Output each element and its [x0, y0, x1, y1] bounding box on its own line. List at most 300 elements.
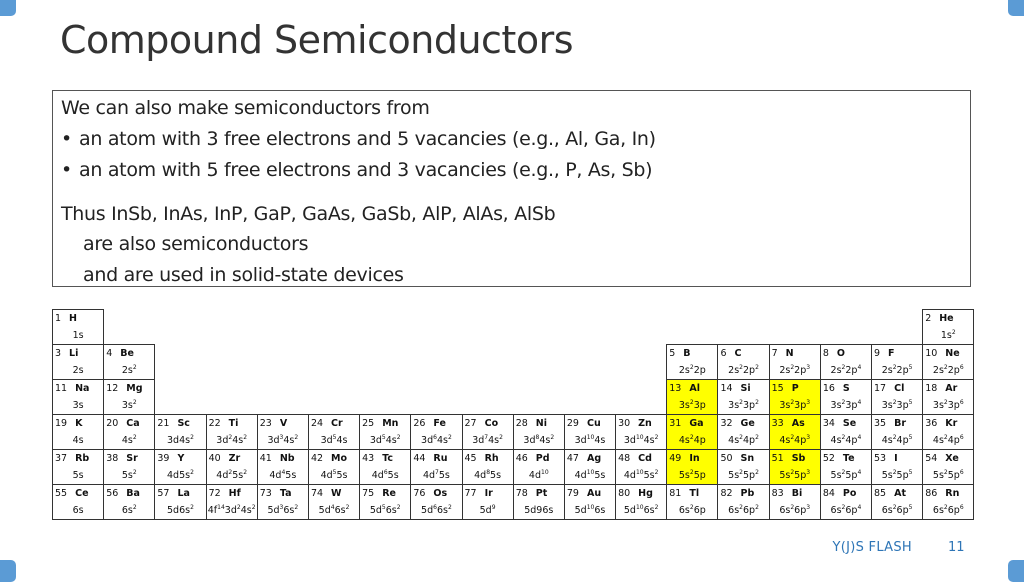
- element-ti-header: [206, 415, 257, 433]
- footer-text: Y(J)S FLASH: [832, 540, 912, 555]
- element-symbol: Be: [120, 348, 134, 359]
- element-ca-config: $4s^2$: [104, 432, 155, 450]
- content-textbox: [52, 90, 971, 287]
- element-symbol: Bi: [791, 488, 803, 499]
- element-cu-config: $3d^{10}4s$: [564, 432, 615, 450]
- element-ca-header: [104, 415, 155, 433]
- atomic-number: 25: [362, 418, 375, 429]
- element-symbol: Tc: [382, 453, 394, 464]
- table-gap: [104, 310, 923, 328]
- element-ir-header: [462, 485, 513, 503]
- element-re-header: [360, 485, 411, 503]
- element-sn-header: [718, 450, 769, 468]
- element-zn-config: $3d^{10}4s^2$: [616, 432, 667, 450]
- atomic-number: 31: [669, 418, 682, 429]
- element-symbol: Fe: [433, 418, 446, 429]
- element-te-header: [820, 450, 871, 468]
- element-p-header: [769, 380, 820, 398]
- element-la-header: [155, 485, 206, 503]
- element-pd-config: $4d^{10}$: [513, 467, 564, 485]
- element-symbol: Sr: [126, 453, 138, 464]
- element-symbol: Br: [894, 418, 907, 429]
- element-co-config: $3d^74s^2$: [462, 432, 513, 450]
- element-b-config: $2s^22p$: [667, 362, 718, 380]
- element-symbol: Na: [75, 383, 90, 394]
- element-tl-header: [667, 485, 718, 503]
- element-nb-config: $4d^45s$: [257, 467, 308, 485]
- element-os-config: $5d^66s^2$: [411, 502, 462, 520]
- element-symbol: Ni: [535, 418, 547, 429]
- atomic-number: 74: [310, 488, 324, 499]
- atomic-number: 30: [618, 418, 631, 429]
- atomic-number: 42: [310, 453, 324, 464]
- element-sc-header: [155, 415, 206, 433]
- atomic-number: 20: [106, 418, 119, 429]
- corner-decoration-bottom-right: [1008, 560, 1024, 582]
- atomic-number: 50: [720, 453, 733, 464]
- table-row: [53, 397, 974, 415]
- element-ru-header: [411, 450, 462, 468]
- element-symbol: F: [888, 348, 895, 359]
- atomic-number: 15: [771, 383, 784, 394]
- atomic-number: 23: [259, 418, 272, 429]
- corner-decoration-top-right: [1008, 0, 1024, 16]
- element-symbol: At: [894, 488, 906, 499]
- atomic-number: 3: [55, 348, 62, 359]
- element-al-config: $3s^23p$: [667, 397, 718, 415]
- atomic-number: 55: [55, 488, 68, 499]
- table-row: [53, 345, 974, 363]
- element-symbol: B: [683, 348, 691, 359]
- table-row: [53, 467, 974, 485]
- element-ga-config: $4s^24p$: [667, 432, 718, 450]
- element-p-config: $3s^23p^3$: [769, 397, 820, 415]
- element-s-config: $3s^23p^4$: [820, 397, 871, 415]
- element-rn-config: $6s^26p^6$: [923, 502, 974, 520]
- table-row: [53, 415, 974, 433]
- element-ta-config: $5d^36s^2$: [257, 502, 308, 520]
- element-symbol: Au: [586, 488, 602, 499]
- element-symbol: Hf: [228, 488, 241, 499]
- element-symbol: Ne: [945, 348, 960, 359]
- element-hg-config: $5d^{10}6s^2$: [616, 502, 667, 520]
- element-cl-config: $3s^23p^5$: [872, 397, 923, 415]
- table-row: [53, 502, 974, 520]
- bullet-glyph: •: [61, 159, 72, 181]
- element-f-header: [872, 345, 923, 363]
- element-cr-header: [308, 415, 359, 433]
- element-nb-header: [257, 450, 308, 468]
- element-symbol: As: [791, 418, 805, 429]
- element-symbol: He: [939, 313, 954, 324]
- element-symbol: Pd: [535, 453, 550, 464]
- element-symbol: Os: [433, 488, 448, 499]
- element-w-config: $5d^46s^2$: [308, 502, 359, 520]
- element-pt-header: [513, 485, 564, 503]
- element-symbol: Sb: [791, 453, 806, 464]
- atomic-number: 46: [515, 453, 528, 464]
- element-symbol: Li: [69, 348, 79, 359]
- element-b-header: [667, 345, 718, 363]
- element-bi-header: [769, 485, 820, 503]
- element-k-config: 4s: [53, 432, 104, 450]
- element-be-config: $2s^2$: [104, 362, 155, 380]
- periodic-table: [52, 309, 974, 520]
- element-xe-config: $5s^25p^6$: [923, 467, 974, 485]
- element-w-header: [308, 485, 359, 503]
- atomic-number: 18: [925, 383, 938, 394]
- element-symbol: Cl: [894, 383, 905, 394]
- element-hf-config: $4f^{14}3d^24s^2$: [206, 502, 257, 520]
- element-symbol: Ca: [126, 418, 140, 429]
- element-rh-header: [462, 450, 513, 468]
- element-v-config: $3d^34s^2$: [257, 432, 308, 450]
- element-symbol: Ce: [75, 488, 89, 499]
- element-symbol: Sc: [177, 418, 190, 429]
- atomic-number: 48: [618, 453, 631, 464]
- element-symbol: Hg: [638, 488, 653, 499]
- element-rb-header: [53, 450, 104, 468]
- atomic-number: 79: [566, 488, 579, 499]
- element-symbol: H: [69, 313, 77, 324]
- element-ti-config: $3d^24s^2$: [206, 432, 257, 450]
- element-ba-header: [104, 485, 155, 503]
- element-symbol: Cd: [638, 453, 652, 464]
- element-symbol: I: [894, 453, 898, 464]
- element-symbol: Cr: [331, 418, 343, 429]
- atomic-number: 32: [720, 418, 733, 429]
- atomic-number: 29: [566, 418, 579, 429]
- atomic-number: 35: [874, 418, 887, 429]
- element-symbol: Al: [689, 383, 700, 394]
- element-symbol: Ir: [484, 488, 493, 499]
- element-c-header: [718, 345, 769, 363]
- element-ce-config: 6s: [53, 502, 104, 520]
- element-v-header: [257, 415, 308, 433]
- element-si-config: $3s^23p^2$: [718, 397, 769, 415]
- element-zr-config: $4d^25s^2$: [206, 467, 257, 485]
- atomic-number: 37: [55, 453, 68, 464]
- slide-title: Compound Semiconductors: [60, 18, 574, 62]
- element-ge-config: $4s^24p^2$: [718, 432, 769, 450]
- element-he-config: $1s^2$: [923, 327, 974, 345]
- element-in-config: $5s^25p$: [667, 467, 718, 485]
- element-si-header: [718, 380, 769, 398]
- element-symbol: Kr: [945, 418, 958, 429]
- element-au-header: [564, 485, 615, 503]
- atomic-number: 83: [771, 488, 784, 499]
- element-ne-config: $2s^22p^6$: [923, 362, 974, 380]
- atomic-number: 51: [771, 453, 784, 464]
- atomic-number: 78: [515, 488, 528, 499]
- element-po-config: $6s^26p^4$: [820, 502, 871, 520]
- atomic-number: 41: [259, 453, 272, 464]
- element-cr-config: $3d^54s$: [308, 432, 359, 450]
- bullet-glyph: •: [61, 128, 72, 150]
- element-h-config: 1s: [53, 327, 104, 345]
- atomic-number: 38: [106, 453, 119, 464]
- element-mo-config: $4d^55s$: [308, 467, 359, 485]
- element-na-config: 3s: [53, 397, 104, 415]
- element-symbol: Rh: [484, 453, 499, 464]
- table-row: [53, 380, 974, 398]
- atomic-number: 43: [362, 453, 375, 464]
- element-symbol: Co: [484, 418, 499, 429]
- indent-line: and are used in solid-state devices: [83, 264, 404, 286]
- atomic-number: 13: [669, 383, 682, 394]
- bullet-text: an atom with 3 free electrons and 5 vacancies (e.g., Al, Ga, In): [79, 128, 656, 150]
- atomic-number: 27: [464, 418, 477, 429]
- element-symbol: Nb: [279, 453, 295, 464]
- element-la-config: $5d6s^2$: [155, 502, 206, 520]
- atomic-number: 77: [464, 488, 477, 499]
- atomic-number: 33: [771, 418, 784, 429]
- atomic-number: 16: [822, 383, 835, 394]
- element-ag-header: [564, 450, 615, 468]
- atomic-number: 80: [618, 488, 631, 499]
- element-br-header: [872, 415, 923, 433]
- element-tc-header: [360, 450, 411, 468]
- element-rh-config: $4d^85s$: [462, 467, 513, 485]
- element-xe-header: [923, 450, 974, 468]
- atomic-number: 82: [720, 488, 733, 499]
- element-symbol: Tl: [689, 488, 700, 499]
- element-symbol: S: [842, 383, 850, 394]
- element-symbol: Ge: [740, 418, 755, 429]
- element-y-header: [155, 450, 206, 468]
- table-row: [53, 450, 974, 468]
- atomic-number: 36: [925, 418, 938, 429]
- atomic-number: 11: [55, 383, 68, 394]
- element-symbol: Re: [382, 488, 396, 499]
- page-number: 11: [948, 540, 965, 555]
- element-zn-header: [616, 415, 667, 433]
- element-y-config: $4d5s^2$: [155, 467, 206, 485]
- element-pt-config: 5d96s: [513, 502, 564, 520]
- atomic-number: 1: [55, 313, 62, 324]
- element-cu-header: [564, 415, 615, 433]
- atomic-number: 57: [157, 488, 170, 499]
- thus-line: Thus InSb, InAs, InP, GaP, GaAs, GaSb, AlP, AlAs, AlSb: [61, 203, 556, 225]
- element-li-header: [53, 345, 104, 363]
- element-ni-config: $3d^84s^2$: [513, 432, 564, 450]
- element-symbol: Mo: [331, 453, 348, 464]
- element-hg-header: [616, 485, 667, 503]
- element-tc-config: $4d^65s$: [360, 467, 411, 485]
- element-cl-header: [872, 380, 923, 398]
- corner-decoration-top-left: [0, 0, 16, 16]
- element-pd-header: [513, 450, 564, 468]
- atomic-number: 34: [822, 418, 835, 429]
- element-as-header: [769, 415, 820, 433]
- element-ga-header: [667, 415, 718, 433]
- element-symbol: Rb: [75, 453, 90, 464]
- atomic-number: 2: [925, 313, 932, 324]
- element-hf-header: [206, 485, 257, 503]
- table-row: [53, 432, 974, 450]
- element-o-header: [820, 345, 871, 363]
- element-k-header: [53, 415, 104, 433]
- element-se-config: $4s^24p^4$: [820, 432, 871, 450]
- element-symbol: Ag: [586, 453, 602, 464]
- element-symbol: Ti: [228, 418, 239, 429]
- element-symbol: In: [689, 453, 700, 464]
- element-symbol: Po: [842, 488, 857, 499]
- atomic-number: 28: [515, 418, 528, 429]
- atomic-number: 22: [208, 418, 221, 429]
- atomic-number: 21: [157, 418, 170, 429]
- element-symbol: N: [785, 348, 794, 359]
- element-in-header: [667, 450, 718, 468]
- atomic-number: 47: [566, 453, 579, 464]
- atomic-number: 54: [925, 453, 938, 464]
- atomic-number: 40: [208, 453, 221, 464]
- element-na-header: [53, 380, 104, 398]
- element-ar-header: [923, 380, 974, 398]
- corner-decoration-bottom-left: [0, 560, 16, 582]
- element-ne-header: [923, 345, 974, 363]
- element-mn-config: $3d^54s^2$: [360, 432, 411, 450]
- atomic-number: 7: [771, 348, 778, 359]
- atomic-number: 8: [822, 348, 829, 359]
- element-f-config: $2s^22p^5$: [872, 362, 923, 380]
- element-he-header: [923, 310, 974, 328]
- atomic-number: 39: [157, 453, 170, 464]
- element-li-config: 2s: [53, 362, 104, 380]
- atomic-number: 44: [413, 453, 426, 464]
- element-s-header: [820, 380, 871, 398]
- element-symbol: Pt: [535, 488, 548, 499]
- element-sc-config: $3d4s^2$: [155, 432, 206, 450]
- element-pb-header: [718, 485, 769, 503]
- element-fe-header: [411, 415, 462, 433]
- element-te-config: $5s^25p^4$: [820, 467, 871, 485]
- element-symbol: Cu: [586, 418, 601, 429]
- atomic-number: 84: [822, 488, 835, 499]
- atomic-number: 49: [669, 453, 682, 464]
- atomic-number: 26: [413, 418, 426, 429]
- element-cd-header: [616, 450, 667, 468]
- element-symbol: Ba: [126, 488, 140, 499]
- element-symbol: Sn: [740, 453, 755, 464]
- element-symbol: Se: [842, 418, 857, 429]
- atomic-number: 81: [669, 488, 682, 499]
- element-symbol: V: [279, 418, 288, 429]
- atomic-number: 6: [720, 348, 727, 359]
- bullet-item: [61, 159, 652, 181]
- element-co-header: [462, 415, 513, 433]
- element-kr-config: $4s^24p^6$: [923, 432, 974, 450]
- element-al-header: [667, 380, 718, 398]
- element-rn-header: [923, 485, 974, 503]
- table-gap: [155, 397, 667, 415]
- element-se-header: [820, 415, 871, 433]
- element-symbol: Mn: [382, 418, 399, 429]
- table-row: [53, 310, 974, 328]
- element-as-config: $4s^24p^3$: [769, 432, 820, 450]
- element-i-header: [872, 450, 923, 468]
- element-zr-header: [206, 450, 257, 468]
- element-symbol: K: [75, 418, 83, 429]
- element-os-header: [411, 485, 462, 503]
- element-sb-config: $5s^25p^3$: [769, 467, 820, 485]
- table-gap: [155, 380, 667, 398]
- element-sn-config: $5s^25p^2$: [718, 467, 769, 485]
- atomic-number: 75: [362, 488, 375, 499]
- atomic-number: 19: [55, 418, 68, 429]
- element-n-config: $2s^22p^3$: [769, 362, 820, 380]
- element-ce-header: [53, 485, 104, 503]
- element-symbol: Ta: [279, 488, 292, 499]
- atomic-number: 10: [925, 348, 938, 359]
- atomic-number: 52: [822, 453, 835, 464]
- element-po-header: [820, 485, 871, 503]
- element-mn-header: [360, 415, 411, 433]
- element-symbol: Ar: [945, 383, 958, 394]
- element-ag-config: $4d^{10}5s$: [564, 467, 615, 485]
- atomic-number: 73: [259, 488, 272, 499]
- element-sr-header: [104, 450, 155, 468]
- element-mo-header: [308, 450, 359, 468]
- element-symbol: Te: [842, 453, 855, 464]
- element-symbol: Xe: [945, 453, 959, 464]
- element-kr-header: [923, 415, 974, 433]
- element-br-config: $4s^24p^5$: [872, 432, 923, 450]
- element-i-config: $5s^25p^5$: [872, 467, 923, 485]
- element-ni-header: [513, 415, 564, 433]
- element-sb-header: [769, 450, 820, 468]
- element-symbol: Zr: [228, 453, 241, 464]
- atomic-number: 4: [106, 348, 113, 359]
- bullet-text: an atom with 5 free electrons and 3 vacancies (e.g., P, As, Sb): [79, 159, 653, 181]
- element-symbol: W: [331, 488, 342, 499]
- element-n-header: [769, 345, 820, 363]
- element-h-header: [53, 310, 104, 328]
- atomic-number: 86: [925, 488, 938, 499]
- element-at-header: [872, 485, 923, 503]
- element-symbol: Si: [740, 383, 751, 394]
- element-mg-header: [104, 380, 155, 398]
- table-gap: [155, 345, 667, 363]
- element-ru-config: $4d^75s$: [411, 467, 462, 485]
- element-at-config: $6s^26p^5$: [872, 502, 923, 520]
- atomic-number: 85: [874, 488, 887, 499]
- element-symbol: Pb: [740, 488, 755, 499]
- element-symbol: Rn: [945, 488, 960, 499]
- element-symbol: La: [177, 488, 190, 499]
- intro-line: We can also make semiconductors from: [61, 97, 430, 119]
- element-fe-config: $3d^64s^2$: [411, 432, 462, 450]
- element-ta-header: [257, 485, 308, 503]
- element-ge-header: [718, 415, 769, 433]
- element-symbol: C: [734, 348, 742, 359]
- element-tl-config: $6s^26p$: [667, 502, 718, 520]
- bullet-item: [61, 128, 656, 150]
- element-cd-config: $4d^{10}5s^2$: [616, 467, 667, 485]
- table-gap: [155, 362, 667, 380]
- element-rb-config: 5s: [53, 467, 104, 485]
- element-au-config: $5d^{10}6s$: [564, 502, 615, 520]
- element-ba-config: $6s^2$: [104, 502, 155, 520]
- element-symbol: Y: [177, 453, 185, 464]
- element-ar-config: $3s^23p^6$: [923, 397, 974, 415]
- atomic-number: 76: [413, 488, 426, 499]
- element-be-header: [104, 345, 155, 363]
- atomic-number: 56: [106, 488, 119, 499]
- element-sr-config: $5s^2$: [104, 467, 155, 485]
- atomic-number: 17: [874, 383, 887, 394]
- atomic-number: 12: [106, 383, 119, 394]
